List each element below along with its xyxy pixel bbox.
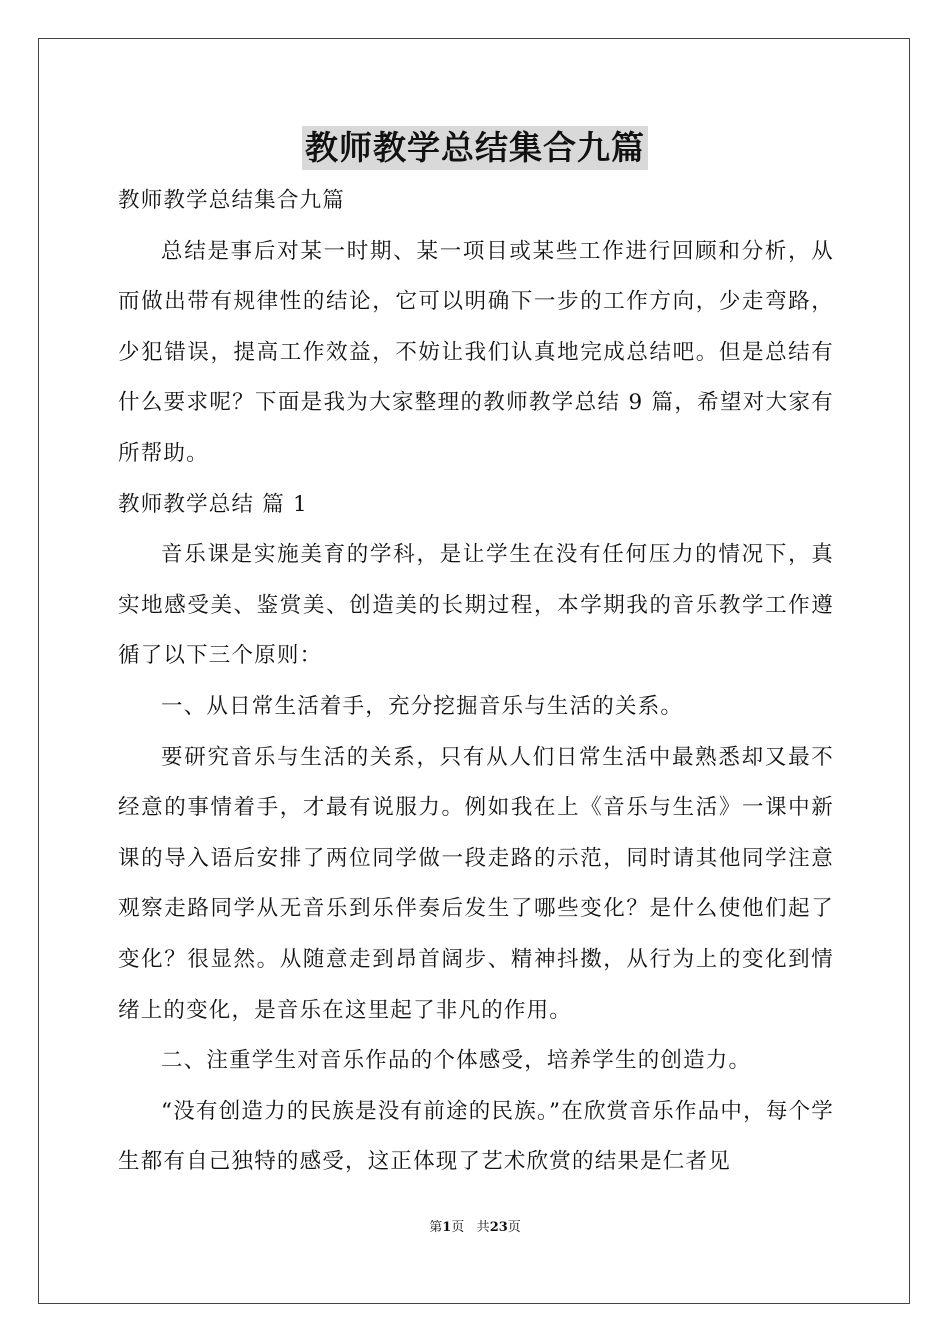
paragraph: 一、从日常生活着手，充分挖掘音乐与生活的关系。	[161, 693, 684, 719]
paragraph: 总结是事后对某一时期、某一项目或某些工作进行回顾和分析，从而做出带有规律性的结论，它可以明确下一步的工作方向，少走弯路，少犯错误，提高工作效益，不妨让我们认真地完成总结吧。但是总结有什么要求呢？下面是我为大家整理的教师教学总结 9 篇，希望对大家有所帮助。	[118, 238, 834, 466]
paragraph: 音乐课是实施美育的学科，是让学生在没有任何压力的情况下，真实地感受美、鉴赏美、创造美的长期过程，本学期我的音乐教学工作遵循了以下三个原则：	[118, 542, 834, 669]
section-heading: 教师教学总结 篇 1	[118, 491, 308, 517]
footer-page-number: 1	[442, 1220, 452, 1235]
document-title: 教师教学总结集合九篇	[302, 126, 648, 170]
title-container	[0, 126, 950, 170]
paragraph: 二、注重学生对音乐作品的个体感受，培养学生的创造力。	[161, 1048, 752, 1074]
footer-page-unit: 页	[451, 1220, 465, 1235]
footer-prefix: 第	[429, 1220, 443, 1235]
paragraph: “没有创造力的民族是没有前途的民族。”在欣赏音乐作品中，每个学生都有自己独特的感受，这正体现了艺术欣赏的结果是仁者见	[118, 1098, 834, 1175]
document-body	[118, 176, 834, 1188]
paragraph: 要研究音乐与生活的关系，只有从人们日常生活中最熟悉却又最不经意的事情着手，才最有说服力。例如我在上《音乐与生活》一课中新课的导入语后安排了两位同学做一段走路的示范，同时请其他同学注意观察走路同学从无音乐到乐伴奏后发生了哪些变化？是什么使他们起了变化？很显然。从随意走到昂首阔步、精神抖擞，从行为上的变化到情绪上的变化，是音乐在这里起了非凡的作用。	[118, 744, 834, 1023]
footer-total-pages: 23	[489, 1220, 508, 1235]
page-footer	[0, 1218, 950, 1238]
paragraph: 教师教学总结集合九篇	[118, 188, 346, 213]
footer-total-prefix: 共	[476, 1220, 490, 1235]
footer-total-unit: 页	[507, 1220, 521, 1235]
